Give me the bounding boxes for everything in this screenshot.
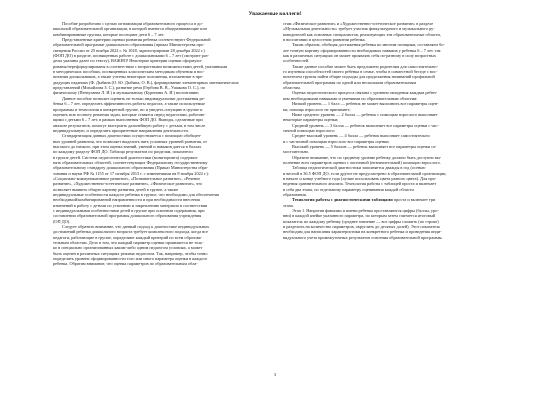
text-line: образовательному стандарту дошкольного образования (Приказ Министерства обра- bbox=[53, 165, 209, 171]
text-line: Средний уровень — 3 балла — ребенок выполняет все параметры оценки с час- bbox=[292, 122, 439, 128]
text-line: изменений в работу с детьми по усвоению и закреплению материала в соответствии bbox=[53, 202, 208, 208]
text-line: анализе результатов, помогут выстроить дальнейшую работу с детьми, в том числе bbox=[53, 122, 206, 128]
text-line: оценить всю полноту решения задач, которые ставятся перед педагогами, работаю- bbox=[53, 111, 206, 117]
text-line: развитие», «Художественно-эстетическое развитие», «Физическое развитие», что bbox=[53, 181, 203, 187]
text-line: педагоги, работающие в группе, определяют каждый критерий по всем образова- bbox=[53, 234, 202, 240]
text-line: и разделить на количество параметров, округлить до десятых долей). Этот показатель bbox=[283, 224, 441, 230]
text-line: и весной в 36.5 ФОП ДО, если другое не предусмотрено в образовательной организации, bbox=[283, 170, 447, 176]
text-line: лее точную картину сформированности необходимых навыков у ребенка 6 – 7 лет, так bbox=[283, 47, 441, 53]
text-line: Также данное пособие может быть предложено родителям для самостоятельно- bbox=[292, 63, 439, 69]
text-line: в воспитании и целостном развитии ребенка. bbox=[283, 37, 366, 43]
text-line: питателем группы найти общие подходы для продолжения начинаний профильной bbox=[283, 74, 435, 80]
text-line: ки, помощь взрослого не принимает; bbox=[283, 106, 351, 112]
page-number: 3 bbox=[273, 372, 277, 377]
text-line: Таким образом, обобщая достижения ребенка по многим позициям, составляем бо- bbox=[292, 42, 445, 48]
page-title: Уважаемые коллеги! bbox=[248, 11, 302, 17]
text-line: ных уровней развития, что позволяет выделить пять условных уровней развития, от bbox=[53, 138, 208, 144]
text-line: «Музыкальная деятельность» требует участия физкультурного и музыкального ру- bbox=[283, 26, 435, 32]
text-line: тельным областям. Дело в том, что каждый параметр оценки проявляется не толь- bbox=[53, 240, 204, 246]
right-text-column bbox=[283, 21, 503, 240]
text-line: полнение всех параметров оценки с частичной (незначительной) помощью взрослого. bbox=[283, 159, 441, 165]
text-line: областям. bbox=[283, 85, 301, 91]
text-line: составлении образовательной программы дошкольного образования учреждения bbox=[53, 213, 202, 219]
text-line: (ОП ДО). bbox=[53, 218, 71, 224]
text-line: вни) в каждой ячейке указанного параметра, по которым затем считается итоговый bbox=[283, 213, 436, 219]
text-line: ководителей как основных специалистов, реализующих эти образовательные области, bbox=[283, 31, 441, 37]
text-line: ребенка. Обратим внимание, что оценка параметров по образовательным обла- bbox=[53, 261, 198, 267]
text-line: позволяет выявить общую картину развития детей в группе, а также bbox=[53, 186, 179, 192]
text-line: стям «Физическое развитие» и «Художественно-эстетическое развитие» в разделе bbox=[283, 21, 434, 26]
left-text-column bbox=[53, 21, 271, 267]
text-line: индивидуальные особенности каждого ребенка в группе, что необходимо для обеспечения bbox=[53, 192, 219, 197]
text-line: щими с детьми 6 – 7 лет, в рамках выполнения ФОП ДО. Выводы, сделанные при bbox=[53, 117, 203, 123]
text-line: в себя два этапа, по отдельному параметру оценивания каждой области bbox=[283, 186, 414, 192]
text-line: Технология работы с диагностическими таблицами проста и включает три bbox=[292, 197, 436, 203]
text-line: Таблица педагогической диагностики заполняется дважды в год (осенью bbox=[292, 165, 426, 171]
text-line: определить уровень сформированности того или иного параметра оценки в каждого bbox=[53, 256, 208, 262]
text-line: рованы/переформулированы в соответствии с возрастными возможностями детей, указанными bbox=[53, 63, 228, 69]
text-line: делы указаны далее по тексту). ВАЖНО! Некоторые критерии оценки сформули- bbox=[53, 58, 203, 64]
text-line: по каждому разделу ФОП ДО. Таблица результатов по разделам, показатели bbox=[53, 149, 193, 155]
text-line: в начале и конце учебного года (лучше использовать цвета разного цвета). Для про- bbox=[283, 175, 437, 181]
text-line: достижений ребенка дошкольного возраста требует комплексного подхода, когда все bbox=[53, 229, 209, 235]
text-line: и с частичной помощью взрослого все параметры оценки; bbox=[283, 138, 390, 144]
text-line: бенка 6 – 7 лет, определить эффективность работы педагога, а также используемые bbox=[53, 101, 206, 107]
text-line: Данное пособие позволит оценить не только индивидуальные достижения ре- bbox=[62, 95, 205, 101]
text-line: Низкий уровень — 1 балл — ребенок не может выполнить все параметры оцен- bbox=[292, 101, 439, 107]
text-line: го изучения способностей своего ребенка в семье, чтобы в совместной беседе с вос- bbox=[283, 69, 438, 75]
text-line: в группе детей. Система педагогической диагностики (мониторинга) содержит bbox=[53, 154, 198, 160]
text-line: Средне-высокий уровень — 4 балла — ребенок выполняет самостоятельно bbox=[292, 133, 430, 139]
text-line: тичной помощью взрослого; bbox=[283, 127, 336, 133]
text-line: представлений (Михайлова З. С.), развитие речи (Гербова В. В., Ушакова О. С.), по bbox=[53, 85, 205, 91]
text-line: в методических пособиях, посвященных классическим методикам обучения и вос- bbox=[53, 69, 205, 75]
text-line: мостоятельно. bbox=[283, 149, 310, 155]
text-line: быть оценен в различных ситуациях режима педагогом. Так, например, чтобы точно bbox=[53, 250, 208, 256]
text-line: этапа. bbox=[283, 202, 294, 208]
text-line: дыдущих изданиях (Ф. Дыбина (О. Ю. Дыбина, О. В.), формирование элементарных математических bbox=[53, 79, 239, 85]
text-line: как в различных ситуациях он может проявлять себя по-разному в силу возрастных bbox=[283, 53, 436, 59]
text-line: образовательной программе дошкольного образования (приказ Министерства про- bbox=[53, 42, 205, 48]
text-line: ко в специально организованных каким-либо одним педагогом условиях, а может bbox=[53, 245, 203, 251]
text-line: «Социально-коммуникативное развитие», «Познавательное развитие», «Речевое bbox=[53, 175, 201, 181]
text-line: образования. bbox=[283, 192, 307, 197]
text-line: физическому (Пензулаева Л. И.) и музыкальному (Буренина А. И.) воспитанию. bbox=[53, 90, 200, 96]
text-line: Этап 1. Напротив фамилии и имени ребенка проставляются цифры (баллы, уро- bbox=[292, 208, 439, 214]
text-line: Представленные критерии оценки развития ребенка соответствуют Федеральной bbox=[62, 37, 211, 43]
text-line: показатель по каждому ребенку (среднее значение — все цифры сложить (по строке) bbox=[283, 218, 439, 224]
text-line: с индивидуальными особенностями детей в группе при освоении содержания, при bbox=[53, 208, 205, 214]
text-line: (ФОП ДО) в разделе, посвященных работе с дошкольниками 6 – 7 лет (смотрите раз- bbox=[53, 53, 209, 59]
text-line: образовательной программы по одной или нескольким образовательным bbox=[283, 79, 417, 85]
text-line: комбинированные группы, которые посещают дети 6 – 7 лет. bbox=[53, 31, 165, 37]
text-line: Пособие разработано с целью оптимизации образовательного процесса в до- bbox=[62, 21, 203, 26]
text-line: свещения России от 25 ноября 2022 г. № 1028, зарегистрирован 28 декабря 2022 г.) bbox=[53, 47, 205, 53]
text-line: Высокий уровень — 5 баллов — ребенок выполняет все параметры оценки са- bbox=[292, 143, 437, 149]
text-line: питания дошкольников, а также учтены некоторые положения, изложенные в пре- bbox=[53, 74, 204, 80]
text-line: Стандартизация данных диагностики осуществляется с помощью обобщен- bbox=[62, 133, 202, 139]
text-line: Обратите внимание, что по среднему уровню ребенку должно быть доступно вы- bbox=[292, 154, 442, 160]
text-line: особенностей. bbox=[283, 58, 310, 64]
text-line: пять образовательных областей, соответствующих Федеральному государственному bbox=[53, 159, 208, 165]
text-line: Оценка педагогического процесса связана с уровнем овладения каждым ребен- bbox=[292, 90, 438, 96]
text-line: Ниже среднего уровень — 2 балла — ребенок с помощью взрослого выполняет bbox=[292, 111, 438, 117]
text-line: зования и науки РФ № 1155 от 17 октября 2013 г. с изменениями на 8 ноября 2022 г.): bbox=[53, 170, 209, 176]
text-line: программы и технологии в конкретной группе, но и увидеть ситуацию в группе и bbox=[53, 106, 203, 112]
text-line: индивидуальную, и определить приоритетные направления деятельности. bbox=[53, 127, 189, 133]
text-line: ком необходимыми навыками и умениями по образовательным областям: bbox=[283, 95, 418, 101]
text-line: высокого до низкого, при этом оценка знаний, умений и навыков дается в баллах bbox=[53, 143, 202, 149]
text-line: ведения сравнительного анализа. Технология работы с таблицей проста и включает bbox=[283, 181, 437, 187]
text-line: видуального учета промежуточных результатов освоения образовательной программы. bbox=[283, 234, 443, 240]
text-line: Следует обратить внимание, что данный подход к диагностике индивидуальных bbox=[62, 224, 210, 230]
text-line: школьной образовательной организации, в которой имеются общеразвивающие или bbox=[53, 26, 207, 32]
text-line: необходимой/комбинированной направленности и при необходимости внесения bbox=[53, 197, 200, 203]
text-line: некоторые параметры оценки; bbox=[283, 117, 339, 123]
text-line: необходим для написания характеристики на конкретного ребенка и проведения инди- bbox=[283, 229, 442, 235]
